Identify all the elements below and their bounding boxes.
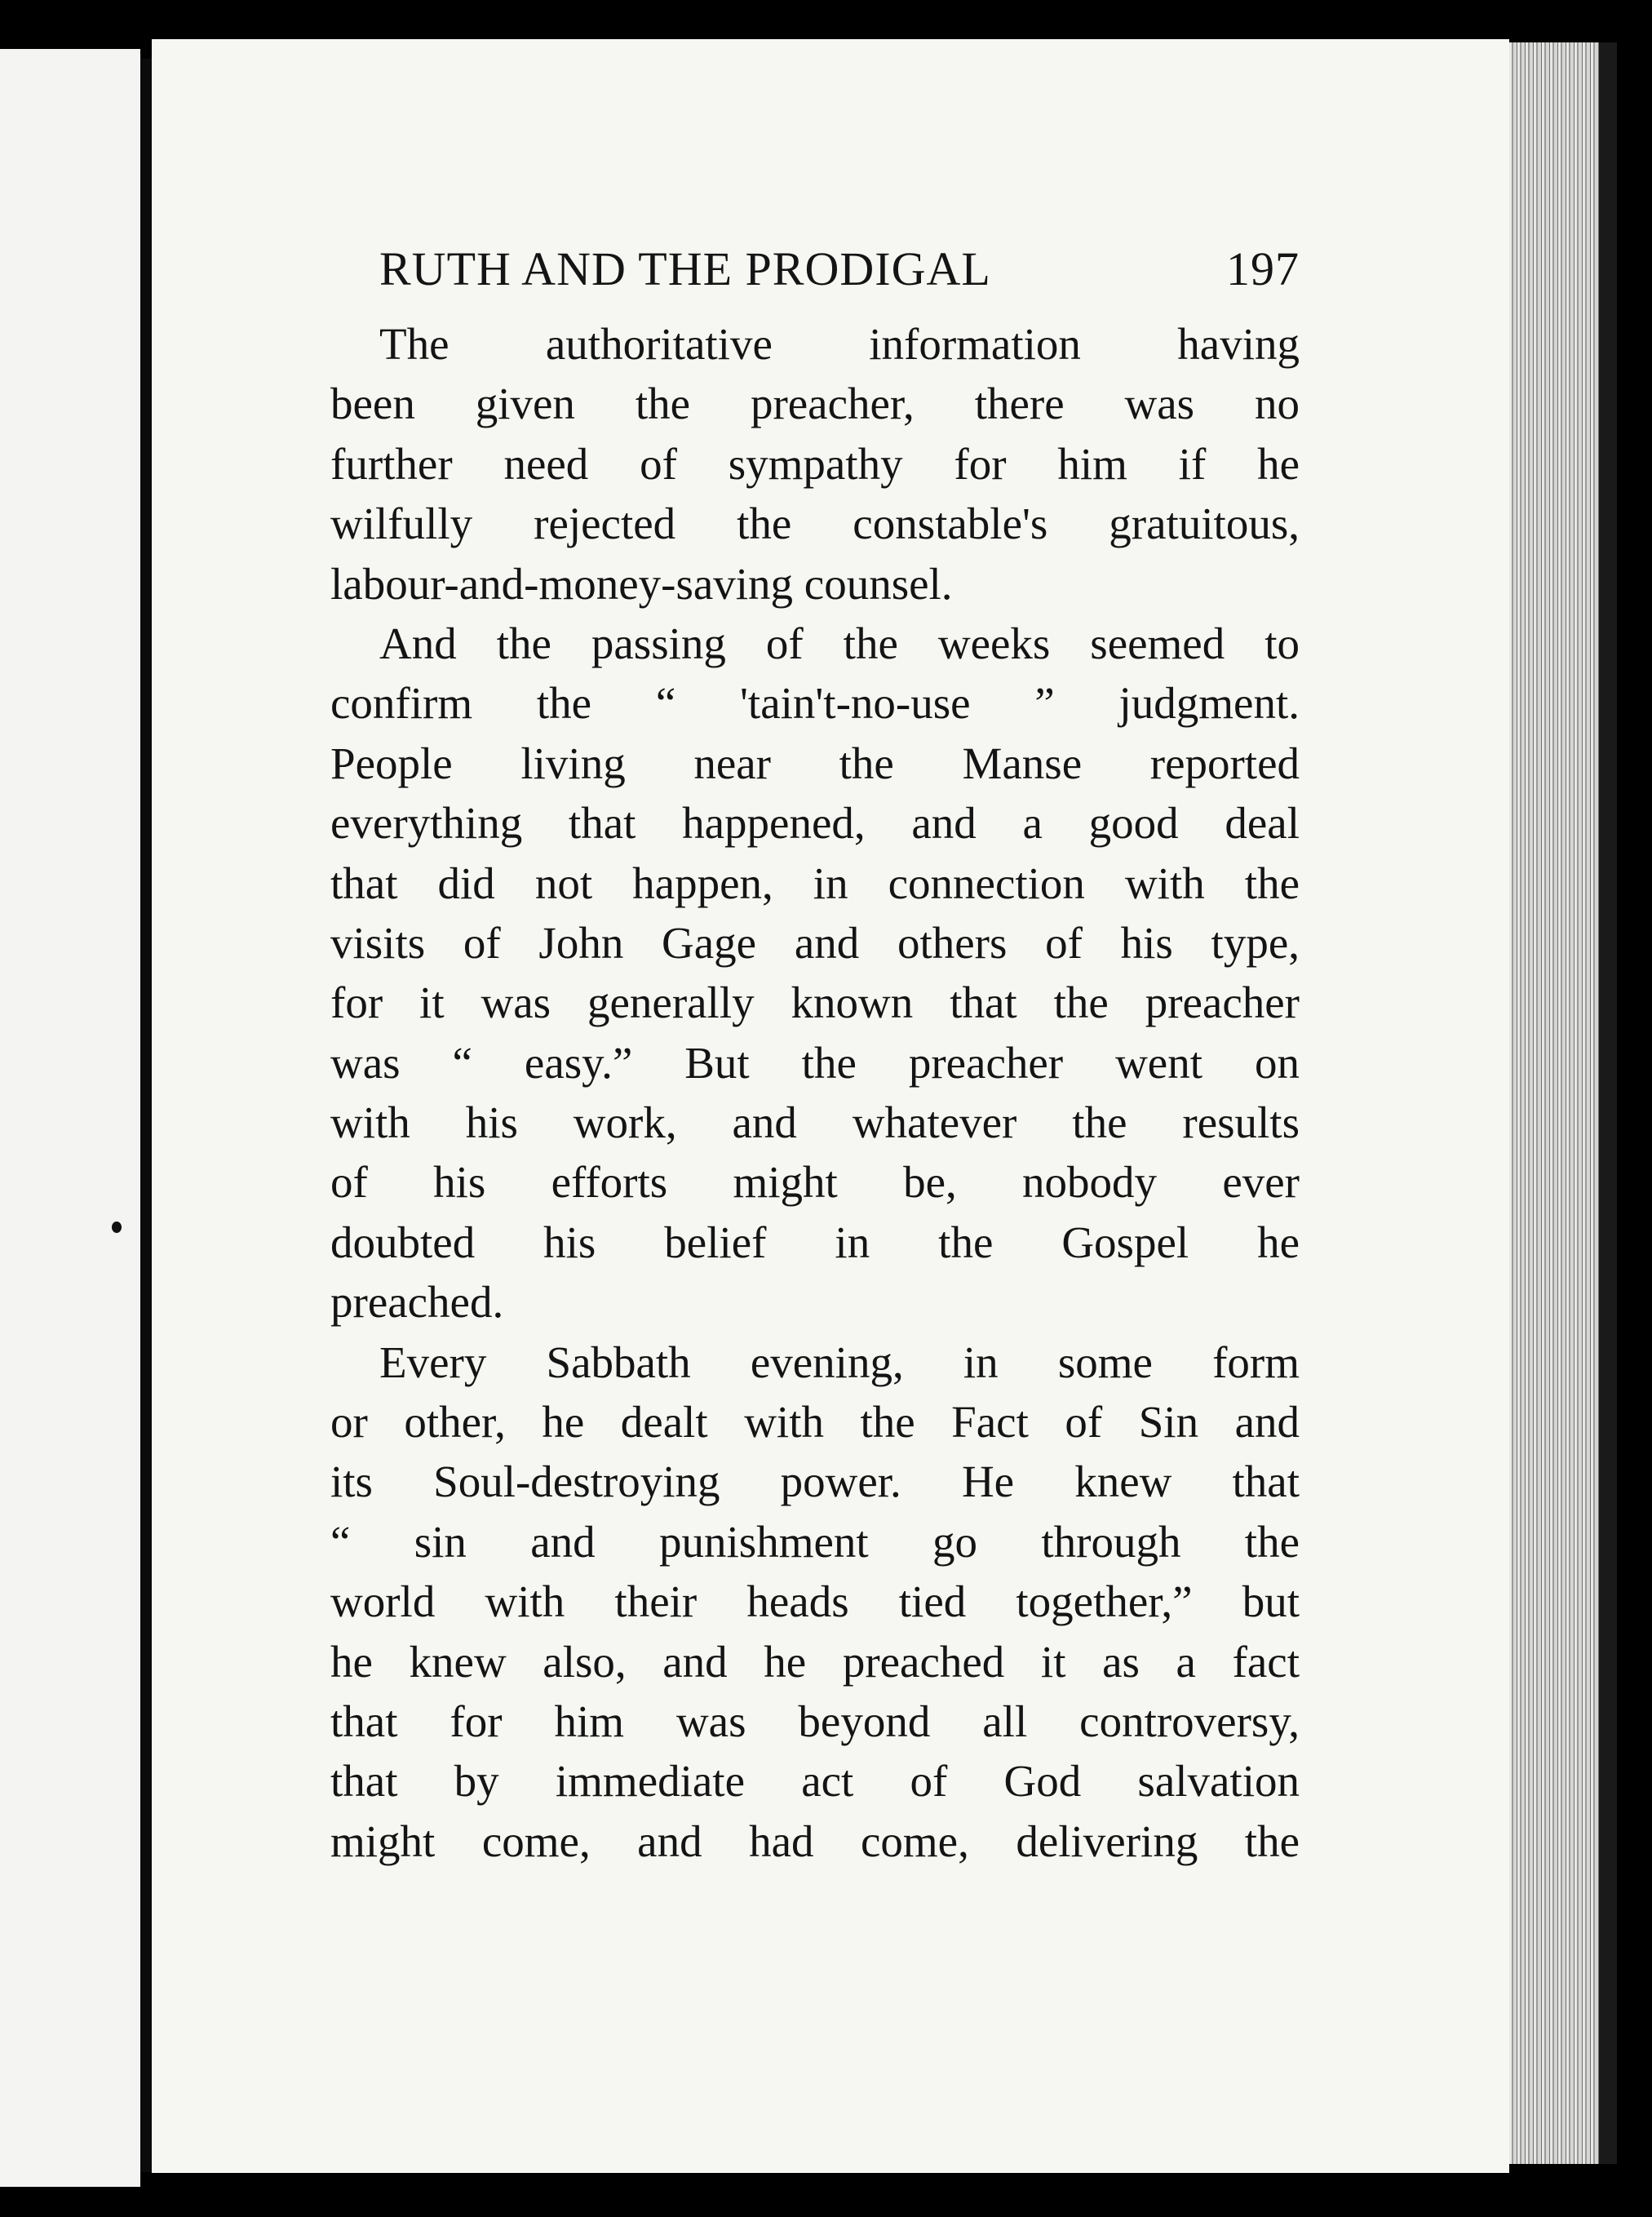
text-line: And the passing of the weeks seemed to bbox=[379, 618, 1300, 668]
book-gutter bbox=[140, 59, 152, 2172]
text-line: everything that happened, and a good deal bbox=[330, 798, 1300, 849]
text-line: Every Sabbath evening, in some form bbox=[379, 1337, 1300, 1387]
text-line: been given the preacher, there was no bbox=[330, 379, 1300, 429]
text-line: People living near the Manse reported bbox=[330, 738, 1300, 788]
text-line: “ sin and punishment go through the bbox=[330, 1516, 1300, 1567]
paragraph-2 bbox=[330, 614, 1300, 1332]
text-line: wilfully rejected the constable's gratuitous, bbox=[330, 499, 1300, 549]
facing-page-edge bbox=[0, 49, 140, 2187]
text-line: might come, and had come, delivering the bbox=[330, 1816, 1300, 1866]
text-line: labour-and-money-saving counsel. bbox=[330, 558, 953, 609]
text-line: world with their heads tied together,” but bbox=[330, 1576, 1300, 1627]
text-line: or other, he dealt with the Fact of Sin and bbox=[330, 1397, 1300, 1448]
text-line: The authoritative information having bbox=[379, 319, 1300, 369]
paragraph-1 bbox=[330, 314, 1300, 614]
text-line: that for him was beyond all controversy, bbox=[330, 1696, 1300, 1746]
text-line: that did not happen, in connection with the bbox=[330, 858, 1300, 908]
page-edge-shadow bbox=[1599, 42, 1617, 2164]
text-line: that by immediate act of God salvation bbox=[330, 1756, 1300, 1807]
text-line: confirm the “ 'tain't-no-use ” judgment. bbox=[330, 678, 1300, 729]
paragraph-3 bbox=[330, 1332, 1300, 1872]
text-line: of his efforts might be, nobody ever bbox=[330, 1157, 1300, 1208]
page-text bbox=[330, 241, 1300, 1871]
running-head-title: RUTH AND THE PRODIGAL bbox=[379, 242, 991, 295]
page-block-edges bbox=[1509, 42, 1599, 2164]
text-line: visits of John Gage and others of his type, bbox=[330, 917, 1300, 968]
text-line: with his work, and whatever the results bbox=[330, 1097, 1300, 1148]
text-line: for it was generally known that the preacher bbox=[330, 978, 1300, 1028]
text-line: preached. bbox=[330, 1277, 504, 1328]
text-line: doubted his belief in the Gospel he bbox=[330, 1217, 1300, 1267]
text-line: further need of sympathy for him if he bbox=[330, 438, 1300, 489]
page-number: 197 bbox=[1226, 242, 1300, 295]
text-line: he knew also, and he preached it as a fact bbox=[330, 1636, 1300, 1687]
scan-speck bbox=[112, 1222, 122, 1233]
running-head bbox=[330, 241, 1300, 308]
text-line: its Soul-destroying power. He knew that bbox=[330, 1457, 1300, 1507]
text-line: was “ easy.” But the preacher went on bbox=[330, 1037, 1300, 1088]
